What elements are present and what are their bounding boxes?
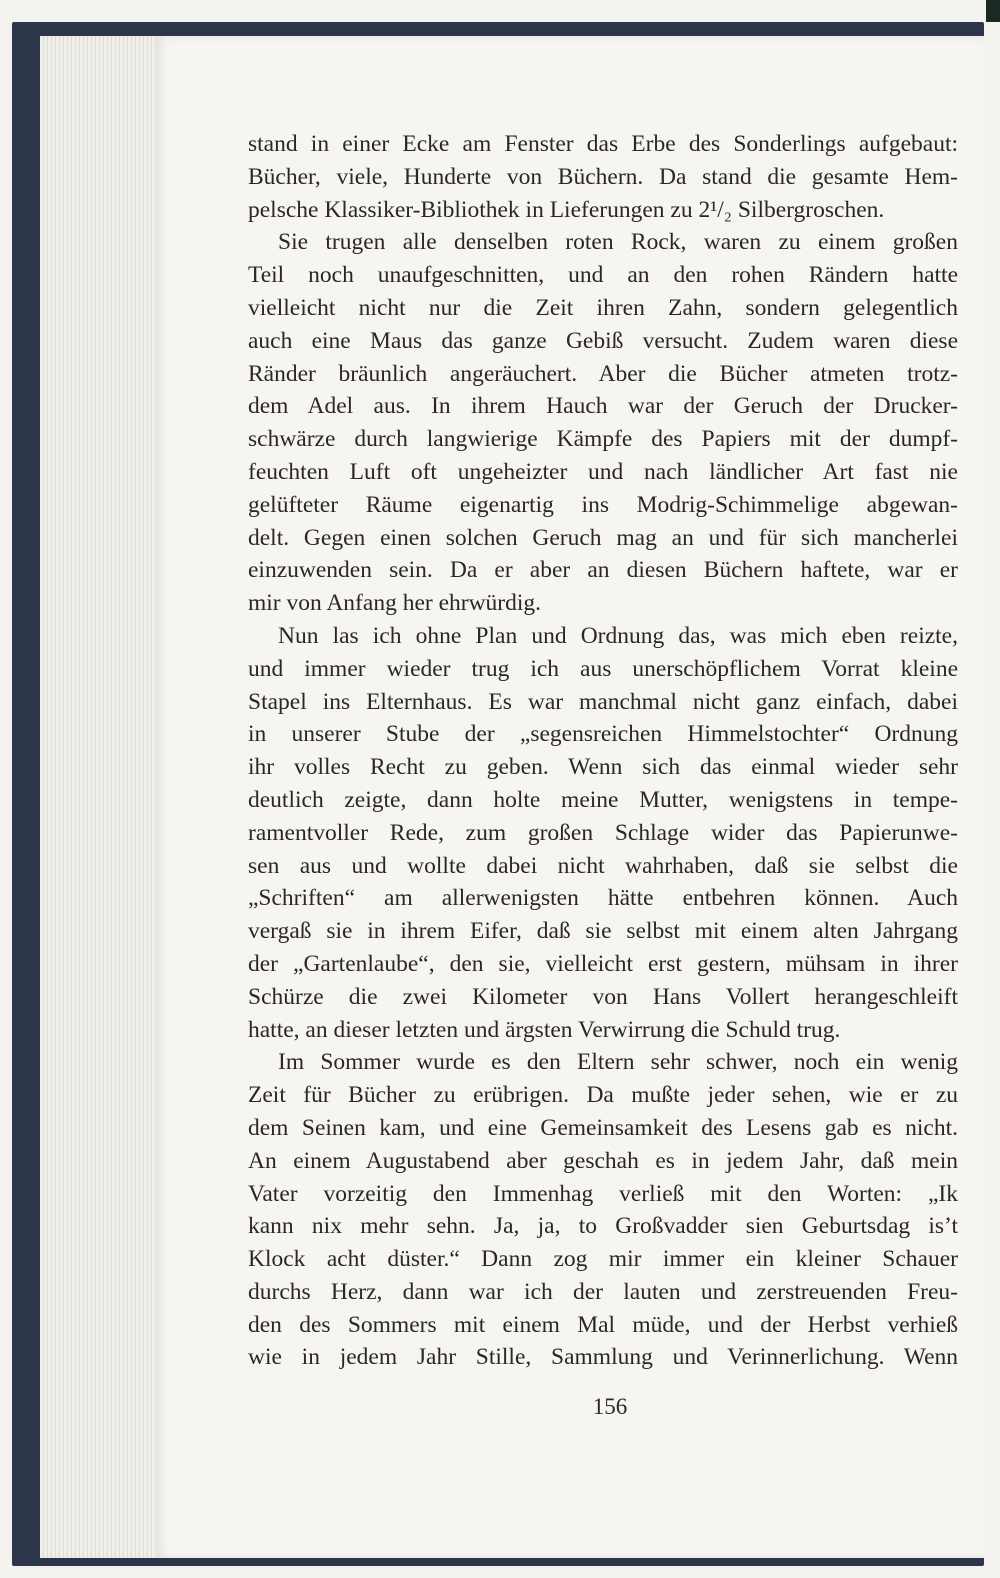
text-line: Schürze die zwei Kilometer von Hans Vollert herangeschleift — [248, 983, 958, 1010]
page-text — [248, 128, 958, 1374]
text-line: Im Sommer wurde es den Eltern sehr schwer, noch ein wenig — [278, 1049, 958, 1076]
text-line: feuchten Luft oft ungeheizter und nach ländlicher Art fast nie — [248, 458, 958, 485]
text-line: und immer wieder trug ich aus unerschöpflichem Vorrat kleine — [248, 655, 958, 682]
text-line: durchs Herz, dann war ich der lauten und zerstreuenden Freu- — [248, 1278, 958, 1305]
text-line: „Schriften“ am allerwenigsten hätte entbehren können. Auch — [248, 885, 958, 912]
text-line: ihr volles Recht zu geben. Wenn sich das einmal wieder sehr — [248, 754, 958, 781]
text-line: Stapel ins Elternhaus. Es war manchmal nicht ganz einfach, dabei — [248, 688, 958, 715]
text-line: deutlich zeigte, dann holte meine Mutter, wenigstens in tempe- — [248, 786, 958, 813]
text-line: sen aus und wollte dabei nicht wahrhaben, daß sie selbst die — [248, 852, 958, 879]
text-line: pelsche Klassiker-Bibliothek in Lieferungen zu 2¹/₂ Silbergroschen. — [248, 196, 885, 223]
text-line: ramentvoller Rede, zum großen Schlage wider das Papierunwe- — [248, 819, 958, 846]
text-line: kann nix mehr sehn. Ja, ja, to Großvadder sien Geburtsdag is’t — [248, 1213, 958, 1240]
text-line: den des Sommers mit einem Mal müde, und der Herbst verhieß — [248, 1311, 958, 1338]
text-line: Bücher, viele, Hunderte von Büchern. Da stand die gesamte Hem- — [248, 163, 958, 190]
text-line: dem Adel aus. In ihrem Hauch war der Geruch der Drucker- — [248, 393, 958, 420]
text-line: hatte, an dieser letzten und ärgsten Verwirrung die Schuld trug. — [248, 1016, 841, 1043]
text-line: einzuwenden sein. Da er aber an diesen Büchern haftete, war er — [248, 557, 958, 584]
text-line: vergaß sie in ihrem Eifer, daß sie selbst mit einem alten Jahrgang — [248, 918, 958, 945]
text-line: Klock acht düster.“ Dann zog mir immer ein kleiner Schauer — [248, 1246, 958, 1273]
text-line: Zeit für Bücher zu erübrigen. Da mußte jeder sehen, wie er zu — [248, 1082, 958, 1109]
text-line: mir von Anfang her ehrwürdig. — [248, 590, 542, 617]
scan-corner — [986, 0, 1000, 22]
text-line: gelüfteter Räume eigenartig ins Modrig-Schimmelige abgewan- — [248, 491, 958, 518]
text-line: delt. Gegen einen solchen Geruch mag an und für sich mancherlei — [248, 524, 958, 551]
text-line: in unserer Stube der „segensreichen Himmelstochter“ Ordnung — [248, 721, 958, 748]
text-line: Ränder bräunlich angeräuchert. Aber die Bücher atmeten trotz- — [248, 360, 958, 387]
text-line: auch eine Maus das ganze Gebiß versucht. Zudem waren diese — [248, 327, 958, 354]
text-line: Sie trugen alle denselben roten Rock, waren zu einem großen — [278, 229, 958, 256]
text-line: wie in jedem Jahr Stille, Sammlung und Verinnerlichung. Wenn — [248, 1344, 958, 1371]
text-line: stand in einer Ecke am Fenster das Erbe des Sonderlings aufgebaut: — [248, 131, 958, 157]
text-line: schwärze durch langwierige Kämpfe des Papiers mit der dumpf- — [248, 426, 958, 453]
text-line: Teil noch unaufgeschnitten, und an den rohen Rändern hatte — [248, 262, 958, 289]
text-line: An einem Augustabend aber geschah es in jedem Jahr, daß mein — [248, 1147, 958, 1174]
text-line: Nun las ich ohne Plan und Ordnung das, was mich eben reizte, — [278, 622, 958, 649]
text-line: dem Seinen kam, und eine Gemeinsamkeit des Lesens gab es nicht. — [248, 1114, 958, 1141]
text-line: vielleicht nicht nur die Zeit ihren Zahn, sondern gelegentlich — [248, 294, 958, 321]
text-line: der „Gartenlaube“, den sie, vielleicht erst gestern, mühsam in ihrer — [248, 950, 958, 977]
page-stack-edges — [40, 36, 158, 1558]
page-number: 156 — [592, 1394, 628, 1419]
text-line: Vater vorzeitig den Immenhag verließ mit den Worten: „Ik — [248, 1180, 958, 1207]
